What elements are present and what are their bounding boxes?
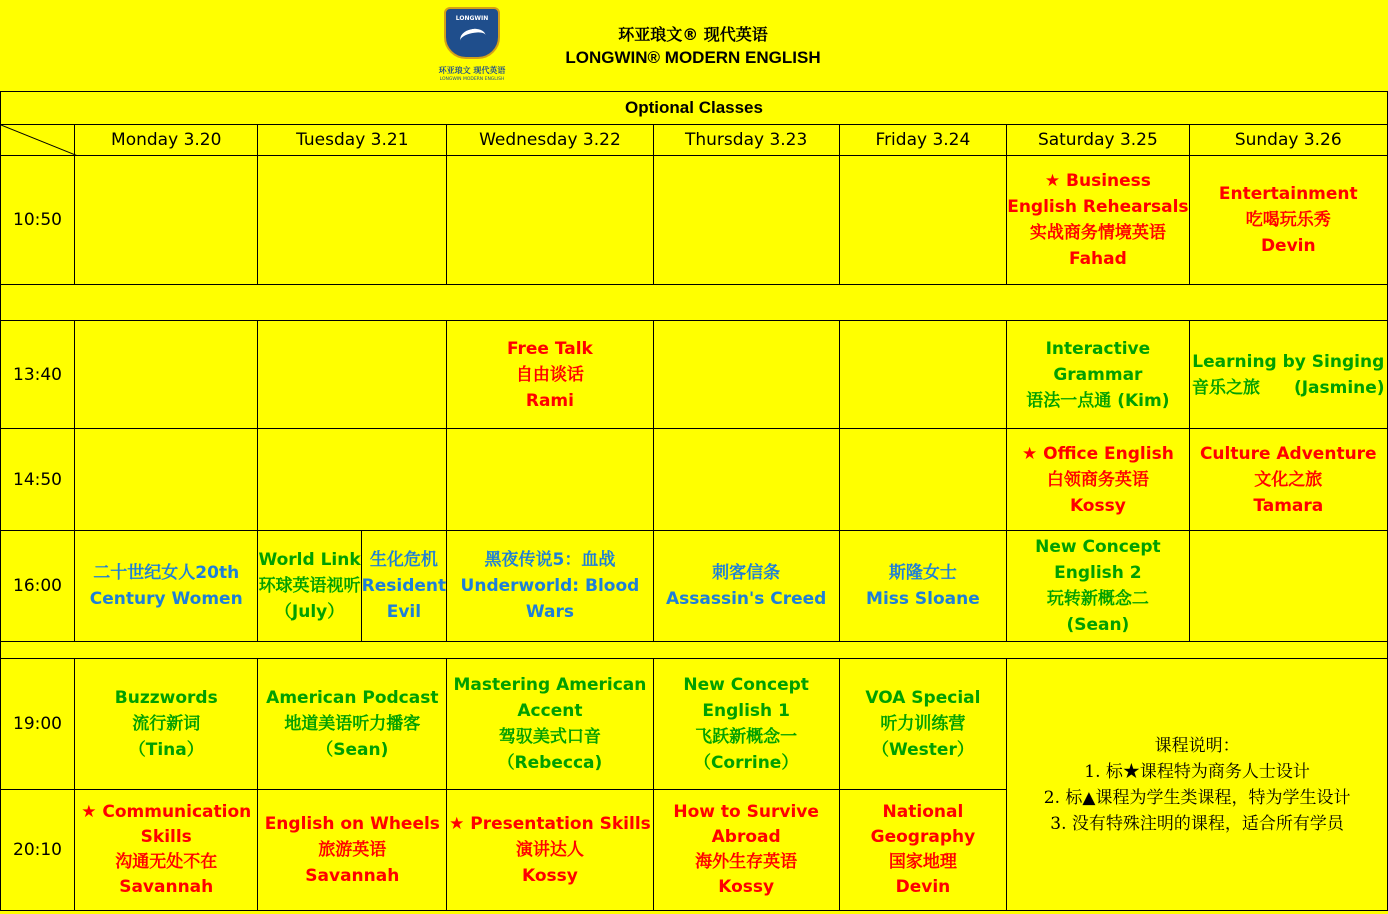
notes-title: 课程说明： [1154,735,1240,756]
class-american-podcast: American Podcast 地道美语听力播客 （Sean) [258,659,447,790]
class-presentation-skills: ★ Presentation Skills 演讲达人 Kossy [447,790,654,911]
corner-cell [1,125,75,156]
class-voa-special: VOA Special 听力训练营 （Wester） [839,659,1007,790]
logo-en-text: LONGWIN MODERN ENGLISH [439,77,505,82]
page-header [0,0,1388,91]
class-culture-adventure: Culture Adventure 文化之旅 Tamara [1189,429,1387,531]
empty-cell [447,429,654,531]
empty-cell [653,321,839,429]
day-header-tuesday: Tuesday 3.21 [258,125,447,156]
class-communication-skills: ★ Communication Skills 沟通无处不在 Savannah [75,790,258,911]
schedule-table [0,91,1388,911]
time-1600: 16:00 [1,531,75,642]
title-chinese: 环亚琅文® 现代英语 [618,25,768,44]
movie-assassins-creed: 刺客信条 Assassin's Creed [653,531,839,642]
class-buzzwords: Buzzwords 流行新词 （Tina） [75,659,258,790]
class-business-english-rehearsals: ★ Business English Rehearsals 实战商务情境英语 Fahad [1007,156,1189,285]
day-header-sunday: Sunday 3.26 [1189,125,1387,156]
logo-shield-icon [444,7,500,59]
movie-20th-century-women: 二十世纪女人20th Century Women [75,531,258,642]
title-english: LONGWIN® MODERN ENGLISH [565,48,821,67]
notes-item: 3. 没有特殊注明的课程，适合所有学员 [1050,813,1344,834]
empty-cell [839,156,1007,285]
logo-shield-text: LONGWIN [455,15,489,22]
empty-cell [653,429,839,531]
day-header-saturday: Saturday 3.25 [1007,125,1189,156]
empty-cell [75,321,258,429]
time-1340: 13:40 [1,321,75,429]
movie-miss-sloane: 斯隆女士 Miss Sloane [839,531,1007,642]
movie-underworld-blood-wars: 黑夜传说5：血战 Underworld: Blood Wars [447,531,654,642]
empty-cell [75,429,258,531]
longwin-logo [436,5,508,83]
empty-cell [447,156,654,285]
class-english-on-wheels: English on Wheels 旅游英语 Savannah [258,790,447,911]
time-2010: 20:10 [1,790,75,911]
empty-cell [839,429,1007,531]
empty-cell [75,156,258,285]
time-1050: 10:50 [1,156,75,285]
table-caption: Optional Classes [1,92,1388,125]
notes-item: 2. 标▲课程为学生类课程，特为学生设计 [1043,787,1351,808]
class-entertainment: Entertainment 吃喝玩乐秀 Devin [1189,156,1387,285]
class-national-geography: National Geography 国家地理 Devin [839,790,1007,911]
empty-cell [653,156,839,285]
class-how-to-survive-abroad: How to Survive Abroad 海外生存英语 Kossy [653,790,839,911]
day-header-wednesday: Wednesday 3.22 [447,125,654,156]
day-header-thursday: Thursday 3.23 [653,125,839,156]
empty-cell [1189,531,1387,642]
movie-resident-evil: 生化危机 Resident Evil [361,531,447,642]
class-new-concept-english-1: New Concept English 1 飞跃新概念一 （Corrine） [653,659,839,790]
time-1900: 19:00 [1,659,75,790]
class-office-english: ★ Office English 白领商务英语 Kossy [1007,429,1189,531]
logo-cn-text: 环亚琅文 现代英语 [438,66,506,75]
course-notes [1007,659,1388,911]
empty-cell [258,321,447,429]
class-interactive-grammar: Interactive Grammar 语法一点通 (Kim) [1007,321,1189,429]
class-world-link: World Link 环球英语视听 （July） [258,531,361,642]
time-1450: 14:50 [1,429,75,531]
notes-item: 1. 标★课程特为商务人士设计 [1084,761,1310,782]
class-free-talk: Free Talk 自由谈话 Rami [447,321,654,429]
break-row [1,285,1388,321]
empty-cell [839,321,1007,429]
day-header-friday: Friday 3.24 [839,125,1007,156]
diagonal-line-icon [1,125,78,156]
class-mastering-american-accent: Mastering American Accent 驾驭美式口音 （Rebecca) [447,659,654,790]
class-new-concept-english-2: New Concept English 2 玩转新概念二 (Sean) [1007,531,1189,642]
empty-cell [258,156,447,285]
empty-cell [258,429,447,531]
day-header-monday: Monday 3.20 [75,125,258,156]
break-row [1,642,1388,659]
class-learning-by-singing: Learning by Singing 音乐之旅 (Jasmine) [1189,321,1387,429]
